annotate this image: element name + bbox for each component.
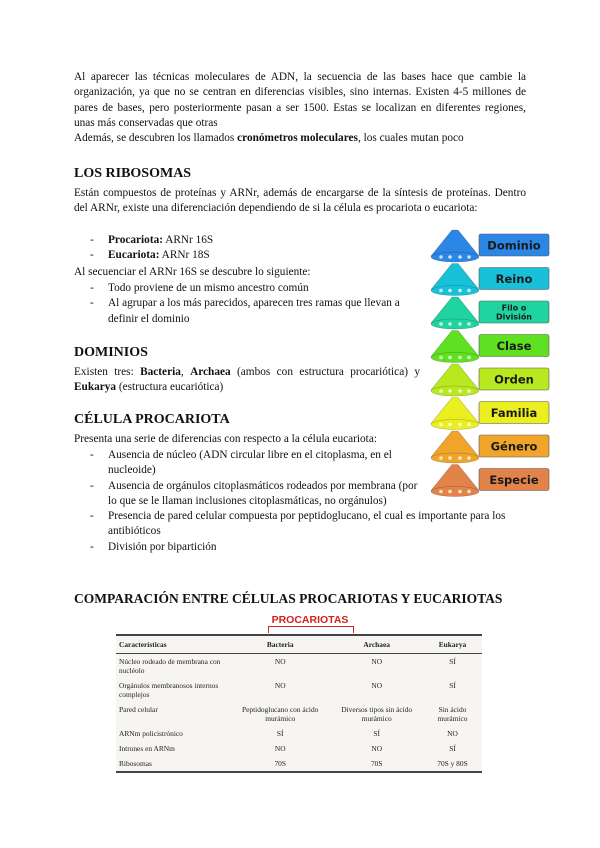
table-cell: NO xyxy=(274,744,286,753)
dominios-t4: (estructura eucariótica) xyxy=(116,381,224,394)
taxonomy-hierarchy-figure xyxy=(422,224,552,506)
col-caracteristicas: Características xyxy=(116,635,230,654)
table-row xyxy=(116,678,482,702)
taxonomy-label xyxy=(479,335,549,357)
table-row xyxy=(116,654,482,679)
list-item xyxy=(74,248,213,263)
taxonomy-cone xyxy=(431,364,479,396)
table-row xyxy=(116,756,482,772)
list-item: - Al agrupar a los más parecidos, aparecen tres ramas que llevan a definir el dominio xyxy=(74,296,420,327)
taxonomy-label-text: Familia xyxy=(490,406,538,420)
taxonomy-label xyxy=(479,268,549,290)
intro-bold: cronómetros moleculares xyxy=(237,132,358,144)
taxonomy-label xyxy=(479,368,549,390)
table-cell: NO xyxy=(371,681,383,690)
taxonomy-label-text: Especie xyxy=(489,473,539,487)
table-cell: 70S xyxy=(230,756,330,772)
taxonomy-label xyxy=(479,301,549,323)
table-cell: SÍ xyxy=(449,681,456,690)
heading-celula-procariota: CÉLULA PROCARIOTA xyxy=(74,412,230,427)
item-text: ARNr 16S xyxy=(163,234,214,246)
taxonomy-cone xyxy=(431,398,479,430)
dominios-t3: (ambos con estructura procariótica) y xyxy=(230,366,420,378)
intro-text-1: Además, se descubren los llamados xyxy=(74,132,238,144)
table-row xyxy=(116,726,482,741)
taxonomy-label xyxy=(479,435,549,457)
table-cell: SÍ xyxy=(276,729,284,738)
list-item xyxy=(74,233,213,248)
item-bold: Procariota: xyxy=(108,234,163,246)
taxonomy-cone xyxy=(431,431,479,463)
table-cell: Peptidoglucano con ácido murámico xyxy=(242,705,319,723)
dominios-t2: , xyxy=(180,366,191,378)
taxonomy-cone xyxy=(431,264,479,296)
list-item: - Todo proviene de un mismo ancestro común xyxy=(74,281,420,296)
table-cell: 70S xyxy=(330,756,423,772)
comparison-table xyxy=(116,634,482,773)
ribosomas-list xyxy=(74,233,213,264)
item-text: ARNr 18S xyxy=(159,249,210,262)
heading-comparacion: COMPARACIÓN ENTRE CÉLULAS PROCARIOTAS Y EUCARIOTAS xyxy=(74,591,503,606)
table-header-row xyxy=(116,635,482,654)
table-cell: NO xyxy=(274,657,286,666)
taxonomy-cone xyxy=(431,465,479,497)
table-cell: ARNm policistrónico xyxy=(119,729,183,738)
table-cell: SÍ xyxy=(449,744,456,753)
taxonomy-label-text: Género xyxy=(490,439,538,454)
list-item: - Ausencia de orgánulos citoplasmáticos rodeados por membrana (por lo que se le llaman inclusiones citoplasmáticas, no orgánulos) xyxy=(74,479,418,510)
col-bacteria: Bacteria xyxy=(230,635,330,654)
taxonomy-label-text: Clase xyxy=(496,339,532,353)
table-cell: SÍ xyxy=(373,729,380,738)
dominios-paragraph xyxy=(74,365,420,396)
table-cell: NO xyxy=(371,657,383,666)
intro-paragraph: Al aparecer las técnicas moleculares de ADN, la secuencia de las bases hace que cambie la organización, ya que no se centran en diferencias visibles, sino internas. Existen 4-5 millones de pares de bases, pero posteriormente pasan a ser 1500. Estas se localizan en diferentes regiones, unas más conservadas que otras xyxy=(74,71,526,129)
table-row xyxy=(116,702,482,726)
dominios-archaea: Archaea xyxy=(190,366,231,378)
intro-text-2: , los cuales mutan poco xyxy=(357,132,464,144)
taxonomy-cone xyxy=(431,297,479,329)
taxonomy-cone xyxy=(431,230,479,262)
table-cell: NO xyxy=(274,681,286,690)
heading-ribosomas: LOS RIBOSOMAS xyxy=(74,166,192,181)
table-cell: Sin ácido murámico xyxy=(437,705,468,723)
table-cell: Núcleo rodeado de membrana con nucléolo xyxy=(119,657,221,675)
comparison-table-wrapper xyxy=(116,614,482,840)
list-item: - Presencia de pared celular compuesta por peptidoglucano, el cual es importante para los antibióticos xyxy=(74,509,526,540)
col-eukarya: Eukarya xyxy=(423,635,482,654)
dominios-t1: Existen tres: xyxy=(74,366,141,378)
taxonomy-label-text: Dominio xyxy=(487,238,541,253)
table-row xyxy=(116,741,482,756)
table-cell: Ribosomas xyxy=(116,756,230,772)
taxonomy-label-text: Filo o xyxy=(501,303,527,313)
list-item: - Ausencia de núcleo (ADN circular libre en el citoplasma, en el nucleoide) xyxy=(74,448,414,479)
item-bold: Eucariota: xyxy=(108,249,160,262)
table-cell: Diversos tipos sin ácido murámico xyxy=(341,705,413,723)
ribosomas-list-2 xyxy=(74,281,420,327)
col-archaea: Archaea xyxy=(330,635,423,654)
procariotas-label: PROCARIOTAS xyxy=(271,614,349,626)
ribosomas-paragraph: Están compuestos de proteínas y ARNr, además de encargarse de la síntesis de proteínas. Dentro del ARNr, existe una diferenciación dependiendo de si la célula es procariota o eucariota: xyxy=(74,187,526,215)
list-item: - División por bipartición xyxy=(74,540,526,555)
procariotas-bracket xyxy=(268,626,354,633)
table-cell: Orgánulos membranosos internos complejos xyxy=(119,681,219,699)
heading-dominios: DOMINIOS xyxy=(74,345,148,360)
dominios-bacteria: Bacteria xyxy=(140,366,181,378)
table-cell: NO xyxy=(447,729,458,738)
table-cell: NO xyxy=(371,744,383,753)
taxonomy-label xyxy=(479,469,549,491)
ribosomas-paragraph-2: Al secuenciar el ARNr 16S se descubre lo siguiente: xyxy=(74,266,311,278)
taxonomy-label xyxy=(479,402,549,424)
taxonomy-cone xyxy=(431,331,479,363)
taxonomy-label xyxy=(479,234,549,256)
taxonomy-label-text: División xyxy=(495,312,533,322)
table-cell: Intrones en ARNm xyxy=(119,744,175,753)
taxonomy-label-text: Orden xyxy=(494,372,534,387)
table-cell: SÍ xyxy=(449,657,456,666)
table-cell: 70S y 80S xyxy=(423,756,482,772)
dominios-eukarya: Eukarya xyxy=(74,381,117,394)
procariota-paragraph: Presenta una serie de diferencias con respecto a la célula eucariota: xyxy=(74,433,377,445)
intro-paragraph-2 xyxy=(74,131,526,146)
taxonomy-label-text: Reino xyxy=(495,272,533,286)
table-cell: Pared celular xyxy=(119,705,158,714)
